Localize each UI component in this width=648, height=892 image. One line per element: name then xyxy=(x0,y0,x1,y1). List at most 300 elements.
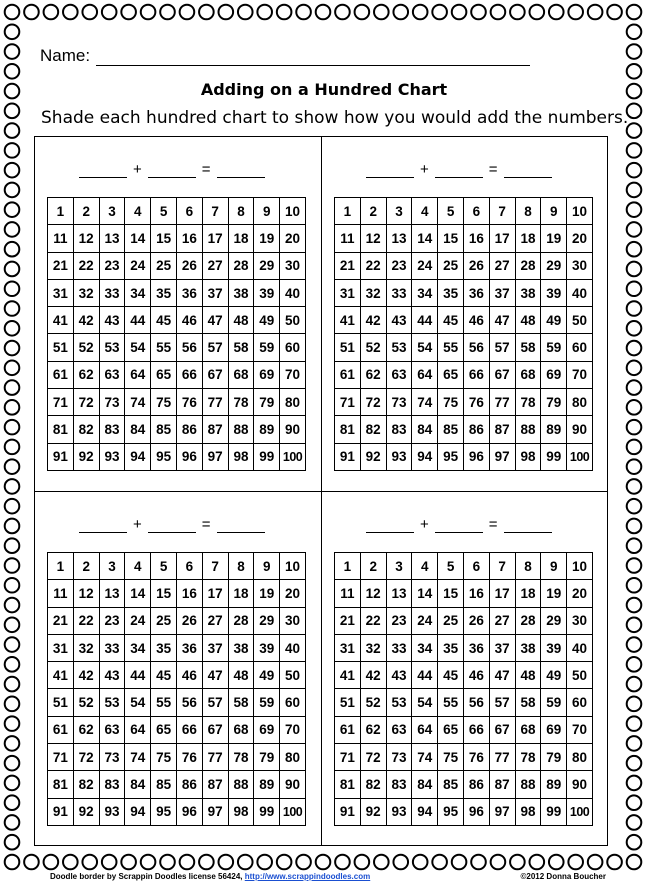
hundred-chart-cell[interactable]: 51 xyxy=(335,689,361,716)
hundred-chart-cell[interactable]: 6 xyxy=(176,553,202,580)
hundred-chart-cell[interactable]: 23 xyxy=(386,252,412,279)
hundred-chart-cell[interactable]: 69 xyxy=(254,361,280,388)
hundred-chart-cell[interactable]: 34 xyxy=(412,279,438,306)
hundred-chart-cell[interactable]: 47 xyxy=(202,307,228,334)
hundred-chart-cell[interactable]: 39 xyxy=(254,279,280,306)
hundred-chart-cell[interactable]: 11 xyxy=(335,580,361,607)
hundred-chart-cell[interactable]: 37 xyxy=(489,279,515,306)
hundred-chart-cell[interactable]: 97 xyxy=(202,798,228,825)
hundred-chart-cell[interactable]: 93 xyxy=(386,798,412,825)
hundred-chart-cell[interactable]: 4 xyxy=(125,198,151,225)
hundred-chart-cell[interactable]: 19 xyxy=(254,225,280,252)
hundred-chart-cell[interactable]: 64 xyxy=(412,361,438,388)
hundred-chart-cell[interactable]: 93 xyxy=(99,443,125,470)
hundred-chart-cell[interactable]: 41 xyxy=(48,662,74,689)
hundred-chart-cell[interactable]: 85 xyxy=(151,416,177,443)
hundred-chart-cell[interactable]: 69 xyxy=(541,361,567,388)
hundred-chart-cell[interactable]: 25 xyxy=(151,252,177,279)
hundred-chart-cell[interactable]: 24 xyxy=(412,607,438,634)
hundred-chart-cell[interactable]: 19 xyxy=(541,225,567,252)
hundred-chart-cell[interactable]: 26 xyxy=(463,252,489,279)
hundred-chart-cell[interactable]: 74 xyxy=(412,389,438,416)
hundred-chart-cell[interactable]: 91 xyxy=(335,443,361,470)
hundred-chart-cell[interactable]: 72 xyxy=(360,389,386,416)
hundred-chart-cell[interactable]: 42 xyxy=(360,662,386,689)
hundred-chart-cell[interactable]: 46 xyxy=(463,307,489,334)
hundred-chart-cell[interactable]: 20 xyxy=(280,225,306,252)
hundred-chart-cell[interactable]: 38 xyxy=(515,634,541,661)
hundred-chart-cell[interactable]: 28 xyxy=(228,252,254,279)
addend-2-blank[interactable] xyxy=(148,163,196,178)
hundred-chart-cell[interactable]: 1 xyxy=(335,198,361,225)
hundred-chart-cell[interactable]: 31 xyxy=(335,279,361,306)
hundred-chart-cell[interactable]: 29 xyxy=(254,252,280,279)
hundred-chart-cell[interactable]: 47 xyxy=(489,662,515,689)
hundred-chart-cell[interactable]: 29 xyxy=(541,607,567,634)
hundred-chart-cell[interactable]: 63 xyxy=(99,716,125,743)
hundred-chart-cell[interactable]: 51 xyxy=(48,334,74,361)
hundred-chart-cell[interactable]: 78 xyxy=(228,744,254,771)
hundred-chart-cell[interactable]: 36 xyxy=(176,279,202,306)
hundred-chart-cell[interactable]: 64 xyxy=(412,716,438,743)
hundred-chart-cell[interactable]: 65 xyxy=(151,361,177,388)
hundred-chart-cell[interactable]: 54 xyxy=(125,334,151,361)
hundred-chart-cell[interactable]: 83 xyxy=(99,771,125,798)
hundred-chart-cell[interactable]: 59 xyxy=(254,334,280,361)
hundred-chart-cell[interactable]: 30 xyxy=(280,607,306,634)
hundred-chart-cell[interactable]: 55 xyxy=(151,334,177,361)
hundred-chart-cell[interactable]: 16 xyxy=(176,580,202,607)
hundred-chart-cell[interactable]: 1 xyxy=(48,553,74,580)
hundred-chart-cell[interactable]: 62 xyxy=(73,361,99,388)
hundred-chart-cell[interactable]: 22 xyxy=(360,252,386,279)
hundred-chart-cell[interactable]: 16 xyxy=(463,580,489,607)
hundred-chart-cell[interactable]: 44 xyxy=(125,307,151,334)
hundred-chart-cell[interactable]: 19 xyxy=(254,580,280,607)
hundred-chart-cell[interactable]: 95 xyxy=(151,443,177,470)
hundred-chart-cell[interactable]: 94 xyxy=(125,798,151,825)
hundred-chart-cell[interactable]: 70 xyxy=(280,716,306,743)
hundred-chart-cell[interactable]: 54 xyxy=(412,689,438,716)
hundred-chart-cell[interactable]: 31 xyxy=(48,279,74,306)
hundred-chart-cell[interactable]: 49 xyxy=(541,662,567,689)
hundred-chart-cell[interactable]: 12 xyxy=(73,580,99,607)
hundred-chart-cell[interactable]: 41 xyxy=(335,307,361,334)
hundred-chart-cell[interactable]: 74 xyxy=(412,744,438,771)
hundred-chart-cell[interactable]: 5 xyxy=(438,198,464,225)
hundred-chart-cell[interactable]: 76 xyxy=(176,389,202,416)
hundred-chart-cell[interactable]: 73 xyxy=(386,389,412,416)
hundred-chart-cell[interactable]: 89 xyxy=(254,771,280,798)
hundred-chart-cell[interactable]: 38 xyxy=(228,279,254,306)
hundred-chart-cell[interactable]: 75 xyxy=(151,744,177,771)
hundred-chart-cell[interactable]: 1 xyxy=(335,553,361,580)
hundred-chart-cell[interactable]: 10 xyxy=(567,553,593,580)
hundred-chart-cell[interactable]: 22 xyxy=(360,607,386,634)
hundred-chart-cell[interactable]: 89 xyxy=(541,416,567,443)
hundred-chart-cell[interactable]: 72 xyxy=(360,744,386,771)
hundred-chart-cell[interactable]: 44 xyxy=(412,662,438,689)
name-input-line[interactable] xyxy=(96,47,530,66)
hundred-chart-cell[interactable]: 26 xyxy=(176,252,202,279)
hundred-chart-cell[interactable]: 33 xyxy=(386,279,412,306)
hundred-chart-cell[interactable]: 54 xyxy=(412,334,438,361)
hundred-chart-cell[interactable]: 82 xyxy=(360,771,386,798)
hundred-chart-cell[interactable]: 52 xyxy=(360,689,386,716)
hundred-chart-cell[interactable]: 93 xyxy=(386,443,412,470)
hundred-chart-cell[interactable]: 57 xyxy=(202,689,228,716)
hundred-chart-cell[interactable]: 53 xyxy=(99,689,125,716)
hundred-chart-cell[interactable]: 13 xyxy=(386,580,412,607)
hundred-chart-cell[interactable]: 87 xyxy=(489,771,515,798)
hundred-chart-cell[interactable]: 42 xyxy=(360,307,386,334)
hundred-chart-cell[interactable]: 86 xyxy=(176,416,202,443)
hundred-chart-cell[interactable]: 31 xyxy=(335,634,361,661)
hundred-chart-cell[interactable]: 44 xyxy=(412,307,438,334)
hundred-chart-cell[interactable]: 100 xyxy=(567,798,593,825)
hundred-chart-cell[interactable]: 9 xyxy=(541,198,567,225)
hundred-chart-cell[interactable]: 58 xyxy=(228,689,254,716)
hundred-chart-cell[interactable]: 31 xyxy=(48,634,74,661)
hundred-chart-cell[interactable]: 90 xyxy=(280,416,306,443)
addend-1-blank[interactable] xyxy=(366,163,414,178)
hundred-chart-cell[interactable]: 84 xyxy=(412,771,438,798)
hundred-chart-cell[interactable]: 14 xyxy=(125,225,151,252)
hundred-chart-cell[interactable]: 10 xyxy=(567,198,593,225)
hundred-chart-cell[interactable]: 71 xyxy=(335,744,361,771)
hundred-chart-cell[interactable]: 96 xyxy=(176,443,202,470)
hundred-chart-cell[interactable]: 8 xyxy=(515,553,541,580)
hundred-chart-cell[interactable]: 38 xyxy=(228,634,254,661)
hundred-chart-cell[interactable]: 48 xyxy=(228,662,254,689)
hundred-chart-cell[interactable]: 74 xyxy=(125,744,151,771)
hundred-chart-cell[interactable]: 37 xyxy=(202,279,228,306)
hundred-chart-cell[interactable]: 3 xyxy=(386,553,412,580)
hundred-chart-cell[interactable]: 62 xyxy=(360,716,386,743)
hundred-chart-cell[interactable]: 58 xyxy=(515,334,541,361)
hundred-chart-cell[interactable]: 95 xyxy=(438,443,464,470)
hundred-chart-cell[interactable]: 55 xyxy=(151,689,177,716)
hundred-chart-cell[interactable]: 82 xyxy=(360,416,386,443)
hundred-chart-cell[interactable]: 66 xyxy=(463,716,489,743)
hundred-chart-cell[interactable]: 42 xyxy=(73,662,99,689)
hundred-chart-cell[interactable]: 29 xyxy=(254,607,280,634)
hundred-chart-cell[interactable]: 85 xyxy=(438,416,464,443)
hundred-chart-cell[interactable]: 97 xyxy=(202,443,228,470)
hundred-chart-cell[interactable]: 5 xyxy=(151,198,177,225)
hundred-chart-cell[interactable]: 42 xyxy=(73,307,99,334)
hundred-chart-cell[interactable]: 67 xyxy=(489,361,515,388)
hundred-chart-cell[interactable]: 98 xyxy=(228,443,254,470)
hundred-chart-cell[interactable]: 61 xyxy=(335,361,361,388)
hundred-chart-cell[interactable]: 86 xyxy=(176,771,202,798)
hundred-chart-cell[interactable]: 82 xyxy=(73,416,99,443)
hundred-chart-cell[interactable]: 87 xyxy=(202,771,228,798)
hundred-chart-cell[interactable]: 18 xyxy=(515,580,541,607)
hundred-chart-cell[interactable]: 50 xyxy=(280,307,306,334)
hundred-chart-cell[interactable]: 96 xyxy=(463,443,489,470)
hundred-chart-cell[interactable]: 39 xyxy=(541,279,567,306)
sum-blank[interactable] xyxy=(217,518,265,533)
hundred-chart-cell[interactable]: 45 xyxy=(438,307,464,334)
hundred-chart-cell[interactable]: 3 xyxy=(99,198,125,225)
hundred-chart-cell[interactable]: 71 xyxy=(48,389,74,416)
hundred-chart-cell[interactable]: 6 xyxy=(176,198,202,225)
hundred-chart-cell[interactable]: 85 xyxy=(438,771,464,798)
hundred-chart-cell[interactable]: 81 xyxy=(48,771,74,798)
hundred-chart-cell[interactable]: 18 xyxy=(515,225,541,252)
hundred-chart-cell[interactable]: 44 xyxy=(125,662,151,689)
hundred-chart-cell[interactable]: 97 xyxy=(489,443,515,470)
hundred-chart-cell[interactable]: 79 xyxy=(541,744,567,771)
hundred-chart-cell[interactable]: 48 xyxy=(515,662,541,689)
hundred-chart-cell[interactable]: 91 xyxy=(48,798,74,825)
hundred-chart-cell[interactable]: 88 xyxy=(515,771,541,798)
hundred-chart-cell[interactable]: 56 xyxy=(463,689,489,716)
hundred-chart-cell[interactable]: 35 xyxy=(438,279,464,306)
hundred-chart-cell[interactable]: 81 xyxy=(48,416,74,443)
hundred-chart-cell[interactable]: 2 xyxy=(73,553,99,580)
hundred-chart-cell[interactable]: 68 xyxy=(515,361,541,388)
hundred-chart-cell[interactable]: 20 xyxy=(280,580,306,607)
hundred-chart-cell[interactable]: 2 xyxy=(360,553,386,580)
hundred-chart-cell[interactable]: 63 xyxy=(99,361,125,388)
hundred-chart-cell[interactable]: 50 xyxy=(567,662,593,689)
hundred-chart-cell[interactable]: 93 xyxy=(99,798,125,825)
hundred-chart-cell[interactable]: 8 xyxy=(515,198,541,225)
hundred-chart-cell[interactable]: 71 xyxy=(48,744,74,771)
hundred-chart-cell[interactable]: 11 xyxy=(48,580,74,607)
hundred-chart-cell[interactable]: 18 xyxy=(228,225,254,252)
hundred-chart-cell[interactable]: 40 xyxy=(567,279,593,306)
hundred-chart-cell[interactable]: 33 xyxy=(386,634,412,661)
hundred-chart-cell[interactable]: 49 xyxy=(541,307,567,334)
hundred-chart-cell[interactable]: 17 xyxy=(489,580,515,607)
hundred-chart-cell[interactable]: 99 xyxy=(541,443,567,470)
hundred-chart-cell[interactable]: 19 xyxy=(541,580,567,607)
hundred-chart-cell[interactable]: 36 xyxy=(463,279,489,306)
hundred-chart-cell[interactable]: 29 xyxy=(541,252,567,279)
hundred-chart-cell[interactable]: 58 xyxy=(515,689,541,716)
hundred-chart-cell[interactable]: 96 xyxy=(176,798,202,825)
hundred-chart-cell[interactable]: 5 xyxy=(151,553,177,580)
hundred-chart-cell[interactable]: 80 xyxy=(280,744,306,771)
hundred-chart-cell[interactable]: 21 xyxy=(335,252,361,279)
hundred-chart-cell[interactable]: 17 xyxy=(202,225,228,252)
hundred-chart-cell[interactable]: 20 xyxy=(567,580,593,607)
hundred-chart-cell[interactable]: 1 xyxy=(48,198,74,225)
hundred-chart-cell[interactable]: 75 xyxy=(438,389,464,416)
hundred-chart-cell[interactable]: 100 xyxy=(280,798,306,825)
hundred-chart-cell[interactable]: 12 xyxy=(360,580,386,607)
hundred-chart-cell[interactable]: 30 xyxy=(567,252,593,279)
hundred-chart-cell[interactable]: 65 xyxy=(151,716,177,743)
hundred-chart-cell[interactable]: 94 xyxy=(412,443,438,470)
hundred-chart-cell[interactable]: 26 xyxy=(176,607,202,634)
hundred-chart-cell[interactable]: 38 xyxy=(515,279,541,306)
hundred-chart-cell[interactable]: 13 xyxy=(99,225,125,252)
hundred-chart-cell[interactable]: 61 xyxy=(48,361,74,388)
hundred-chart-cell[interactable]: 83 xyxy=(99,416,125,443)
hundred-chart-cell[interactable]: 59 xyxy=(541,689,567,716)
hundred-chart-cell[interactable]: 43 xyxy=(99,662,125,689)
hundred-chart-cell[interactable]: 53 xyxy=(386,334,412,361)
hundred-chart-cell[interactable]: 34 xyxy=(125,634,151,661)
hundred-chart-cell[interactable]: 15 xyxy=(151,225,177,252)
hundred-chart-cell[interactable]: 58 xyxy=(228,334,254,361)
hundred-chart-cell[interactable]: 95 xyxy=(438,798,464,825)
hundred-chart-cell[interactable]: 16 xyxy=(463,225,489,252)
hundred-chart-cell[interactable]: 17 xyxy=(489,225,515,252)
hundred-chart-cell[interactable]: 34 xyxy=(412,634,438,661)
hundred-chart-cell[interactable]: 88 xyxy=(515,416,541,443)
hundred-chart-cell[interactable]: 13 xyxy=(99,580,125,607)
hundred-chart-cell[interactable]: 13 xyxy=(386,225,412,252)
hundred-chart-cell[interactable]: 25 xyxy=(151,607,177,634)
hundred-chart-cell[interactable]: 78 xyxy=(515,389,541,416)
hundred-chart-cell[interactable]: 15 xyxy=(438,580,464,607)
hundred-chart-cell[interactable]: 90 xyxy=(567,771,593,798)
hundred-chart-cell[interactable]: 88 xyxy=(228,416,254,443)
hundred-chart-cell[interactable]: 80 xyxy=(567,744,593,771)
hundred-chart-cell[interactable]: 72 xyxy=(73,389,99,416)
hundred-chart-cell[interactable]: 36 xyxy=(463,634,489,661)
hundred-chart-cell[interactable]: 76 xyxy=(176,744,202,771)
hundred-chart-cell[interactable]: 78 xyxy=(515,744,541,771)
hundred-chart-cell[interactable]: 45 xyxy=(151,662,177,689)
sum-blank[interactable] xyxy=(217,163,265,178)
hundred-chart-cell[interactable]: 24 xyxy=(125,252,151,279)
hundred-chart-cell[interactable]: 3 xyxy=(386,198,412,225)
hundred-chart-cell[interactable]: 35 xyxy=(438,634,464,661)
hundred-chart-cell[interactable]: 28 xyxy=(515,252,541,279)
hundred-chart-cell[interactable]: 25 xyxy=(438,252,464,279)
hundred-chart-cell[interactable]: 7 xyxy=(489,553,515,580)
hundred-chart-cell[interactable]: 40 xyxy=(567,634,593,661)
hundred-chart-cell[interactable]: 91 xyxy=(335,798,361,825)
hundred-chart-cell[interactable]: 92 xyxy=(360,798,386,825)
hundred-chart-cell[interactable]: 12 xyxy=(73,225,99,252)
hundred-chart-cell[interactable]: 32 xyxy=(360,634,386,661)
hundred-chart-cell[interactable]: 68 xyxy=(228,716,254,743)
hundred-chart-cell[interactable]: 84 xyxy=(412,416,438,443)
hundred-chart-cell[interactable]: 50 xyxy=(280,662,306,689)
hundred-chart-cell[interactable]: 77 xyxy=(489,744,515,771)
hundred-chart-cell[interactable]: 75 xyxy=(438,744,464,771)
hundred-chart-cell[interactable]: 99 xyxy=(254,443,280,470)
hundred-chart-cell[interactable]: 61 xyxy=(335,716,361,743)
hundred-chart-cell[interactable]: 32 xyxy=(73,279,99,306)
addend-1-blank[interactable] xyxy=(79,163,127,178)
hundred-chart-cell[interactable]: 63 xyxy=(386,716,412,743)
hundred-chart-cell[interactable]: 49 xyxy=(254,307,280,334)
hundred-chart-cell[interactable]: 15 xyxy=(438,225,464,252)
hundred-chart-cell[interactable]: 87 xyxy=(202,416,228,443)
hundred-chart-cell[interactable]: 25 xyxy=(438,607,464,634)
hundred-chart-cell[interactable]: 60 xyxy=(567,689,593,716)
hundred-chart-cell[interactable]: 45 xyxy=(151,307,177,334)
hundred-chart-cell[interactable]: 94 xyxy=(125,443,151,470)
hundred-chart-cell[interactable]: 69 xyxy=(254,716,280,743)
hundred-chart-cell[interactable]: 67 xyxy=(489,716,515,743)
hundred-chart-cell[interactable]: 75 xyxy=(151,389,177,416)
hundred-chart-cell[interactable]: 7 xyxy=(489,198,515,225)
hundred-chart-cell[interactable]: 64 xyxy=(125,361,151,388)
hundred-chart-cell[interactable]: 57 xyxy=(489,689,515,716)
hundred-chart-cell[interactable]: 8 xyxy=(228,553,254,580)
hundred-chart-cell[interactable]: 23 xyxy=(99,252,125,279)
hundred-chart-cell[interactable]: 27 xyxy=(202,607,228,634)
hundred-chart-cell[interactable]: 64 xyxy=(125,716,151,743)
hundred-chart-cell[interactable]: 49 xyxy=(254,662,280,689)
hundred-chart-cell[interactable]: 41 xyxy=(335,662,361,689)
hundred-chart-cell[interactable]: 11 xyxy=(335,225,361,252)
hundred-chart-cell[interactable]: 48 xyxy=(228,307,254,334)
hundred-chart-cell[interactable]: 84 xyxy=(125,416,151,443)
hundred-chart-cell[interactable]: 22 xyxy=(73,607,99,634)
hundred-chart-cell[interactable]: 57 xyxy=(489,334,515,361)
hundred-chart-cell[interactable]: 5 xyxy=(438,553,464,580)
hundred-chart-cell[interactable]: 81 xyxy=(335,771,361,798)
addend-2-blank[interactable] xyxy=(148,518,196,533)
hundred-chart-cell[interactable]: 17 xyxy=(202,580,228,607)
hundred-chart-cell[interactable]: 16 xyxy=(176,225,202,252)
hundred-chart-cell[interactable]: 52 xyxy=(73,689,99,716)
hundred-chart-cell[interactable]: 89 xyxy=(254,416,280,443)
hundred-chart-cell[interactable]: 76 xyxy=(463,389,489,416)
hundred-chart-cell[interactable]: 83 xyxy=(386,771,412,798)
hundred-chart-cell[interactable]: 10 xyxy=(280,553,306,580)
hundred-chart-cell[interactable]: 27 xyxy=(489,607,515,634)
hundred-chart-cell[interactable]: 46 xyxy=(176,307,202,334)
hundred-chart-cell[interactable]: 66 xyxy=(176,361,202,388)
hundred-chart-cell[interactable]: 55 xyxy=(438,689,464,716)
hundred-chart-cell[interactable]: 69 xyxy=(541,716,567,743)
hundred-chart-cell[interactable]: 33 xyxy=(99,279,125,306)
hundred-chart-cell[interactable]: 65 xyxy=(438,716,464,743)
hundred-chart-cell[interactable]: 39 xyxy=(541,634,567,661)
hundred-chart-cell[interactable]: 88 xyxy=(228,771,254,798)
hundred-chart-cell[interactable]: 4 xyxy=(412,553,438,580)
hundred-chart-cell[interactable]: 36 xyxy=(176,634,202,661)
hundred-chart-cell[interactable]: 26 xyxy=(463,607,489,634)
hundred-chart-cell[interactable]: 86 xyxy=(463,771,489,798)
hundred-chart-cell[interactable]: 85 xyxy=(151,771,177,798)
hundred-chart-cell[interactable]: 40 xyxy=(280,279,306,306)
hundred-chart-cell[interactable]: 61 xyxy=(48,716,74,743)
hundred-chart-cell[interactable]: 62 xyxy=(360,361,386,388)
hundred-chart-cell[interactable]: 7 xyxy=(202,198,228,225)
hundred-chart-cell[interactable]: 46 xyxy=(176,662,202,689)
hundred-chart-cell[interactable]: 47 xyxy=(202,662,228,689)
hundred-chart-cell[interactable]: 6 xyxy=(463,553,489,580)
hundred-chart-cell[interactable]: 6 xyxy=(463,198,489,225)
hundred-chart-cell[interactable]: 60 xyxy=(567,334,593,361)
hundred-chart-cell[interactable]: 77 xyxy=(202,389,228,416)
hundred-chart-cell[interactable]: 68 xyxy=(515,716,541,743)
hundred-chart-cell[interactable]: 4 xyxy=(412,198,438,225)
hundred-chart-cell[interactable]: 52 xyxy=(73,334,99,361)
hundred-chart-cell[interactable]: 23 xyxy=(386,607,412,634)
hundred-chart-cell[interactable]: 70 xyxy=(567,716,593,743)
addend-2-blank[interactable] xyxy=(435,518,483,533)
hundred-chart-cell[interactable]: 89 xyxy=(541,771,567,798)
hundred-chart-cell[interactable]: 43 xyxy=(386,307,412,334)
hundred-chart-cell[interactable]: 81 xyxy=(335,416,361,443)
hundred-chart-cell[interactable]: 90 xyxy=(567,416,593,443)
hundred-chart-cell[interactable]: 80 xyxy=(280,389,306,416)
hundred-chart-cell[interactable]: 32 xyxy=(73,634,99,661)
